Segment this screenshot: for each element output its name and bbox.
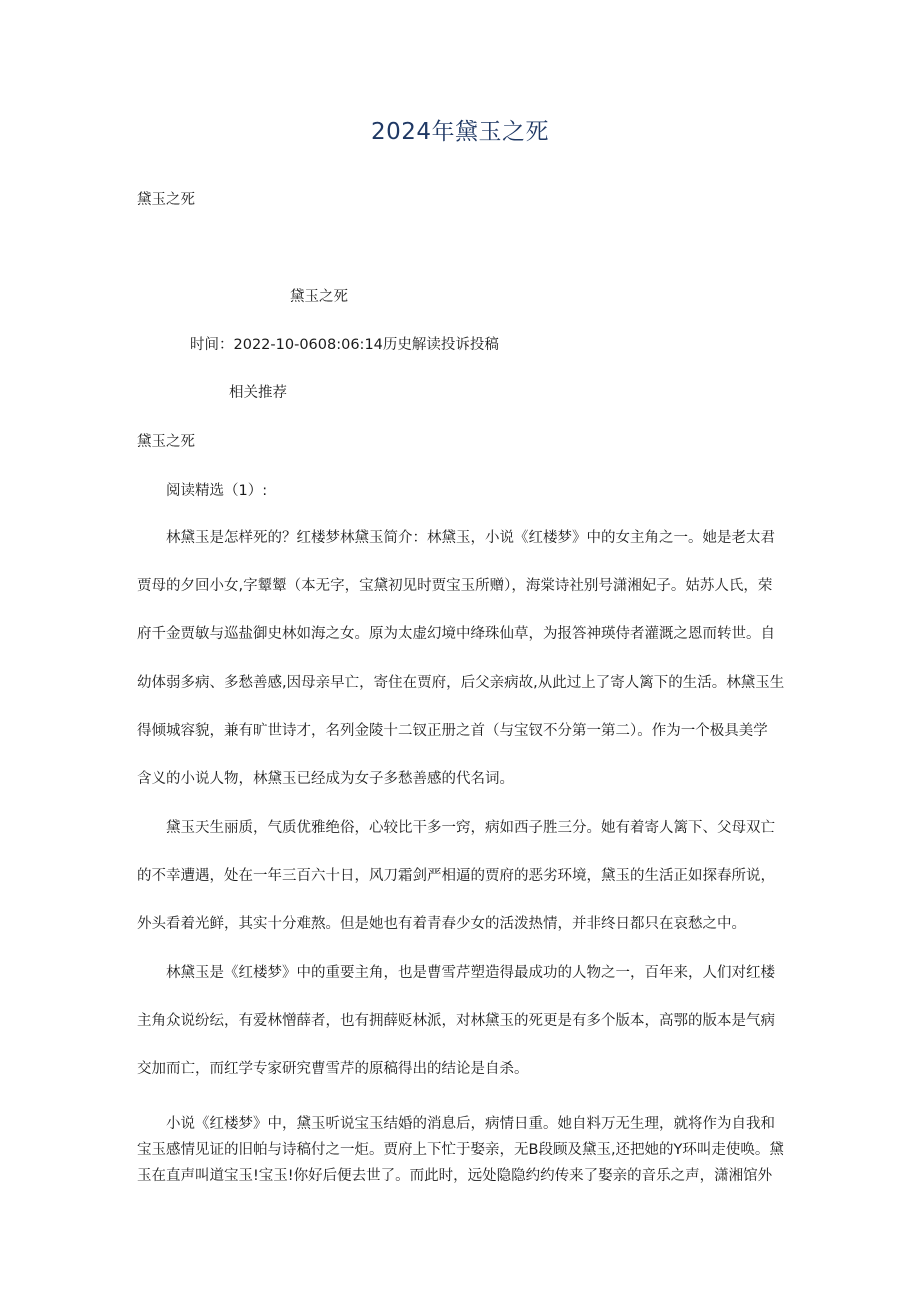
paragraph-line: 林黛玉是怎样死的？红楼梦林黛玉简介：林黛玉，小说《红楼梦》中的女主角之一。她是老太君: [166, 530, 775, 546]
paragraph-line: 小说《红楼梦》中，黛玉听说宝玉结婚的消息后，病情日重。她自料万无生理，就将作为自我和: [166, 1116, 775, 1132]
article-meta: 时间：2022-10-0608:06:14历史解读投诉投稿: [190, 337, 499, 353]
paragraph-line: 玉在直声叫道宝玉!宝玉!你好后便去世了。而此时，远处隐隐约约传来了娶亲的音乐之声，潇湘馆外: [137, 1168, 773, 1184]
paragraph-line: 外头看着光鲜，其实十分难熬。但是她也有着青春少女的活泼热情，并非终日都只在哀愁之中。: [137, 916, 746, 932]
paragraph-line: 的不幸遭遇，处在一年三百六十日，风刀霜剑严相逼的贾府的恶劣环境，黛玉的生活正如探春所说，: [137, 868, 775, 884]
paragraph-line: 得倾城容貌，兼有旷世诗才，名列金陵十二钗正册之首（与宝钗不分第一第二）。作为一个极具美学: [137, 723, 768, 739]
paragraph-line: 府千金贾敏与巡盐御史林如海之女。原为太虚幻境中绛珠仙草，为报答神瑛侍者灌溉之恩而转世。自: [137, 626, 775, 642]
article-header-title: 黛玉之死: [290, 289, 348, 305]
paragraph-line: 主角众说纷纭，有爱林憎薛者，也有拥薛贬林派，对林黛玉的死更是有多个版本，高鄂的版本是气病: [137, 1013, 775, 1029]
document-subtitle: 黛玉之死: [137, 192, 195, 208]
section-title: 黛玉之死: [137, 434, 195, 450]
paragraph-line: 幼体弱多病、多愁善感,因母亲早亡，寄住在贾府，后父亲病故,从此过上了寄人篱下的生活。林黛玉生: [137, 675, 785, 691]
related-recommendations: 相关推荐: [229, 385, 287, 401]
reading-selection-label: 阅读精选（1）:: [166, 483, 268, 499]
paragraph-line: 黛玉天生丽质，气质优雅绝俗，心较比干多一窍，病如西子胜三分。她有着寄人篱下、父母双亡: [166, 820, 775, 836]
paragraph-line: 交加而亡，而红学专家研究曹雪芹的原稿得出的结论是自杀。: [137, 1061, 529, 1077]
paragraph-line: 贾母的夕回小女,字颦颦（本无字，宝黛初见时贾宝玉所赠），海棠诗社别号潇湘妃子。姑苏人氏，荣: [137, 578, 773, 594]
document-title: 2024年黛玉之死: [370, 119, 550, 145]
paragraph-line: 林黛玉是《红楼梦》中的重要主角，也是曹雪芹塑造得最成功的人物之一，百年来，人们对红楼: [166, 965, 775, 981]
paragraph-line: 含义的小说人物，林黛玉已经成为女子多愁善感的代名词。: [137, 771, 514, 787]
paragraph-line: 宝玉感情见证的旧帕与诗稿付之一炬。贾府上下忙于娶亲，无B段顾及黛玉,还把她的Y环叫走使唤。黛: [137, 1142, 784, 1158]
